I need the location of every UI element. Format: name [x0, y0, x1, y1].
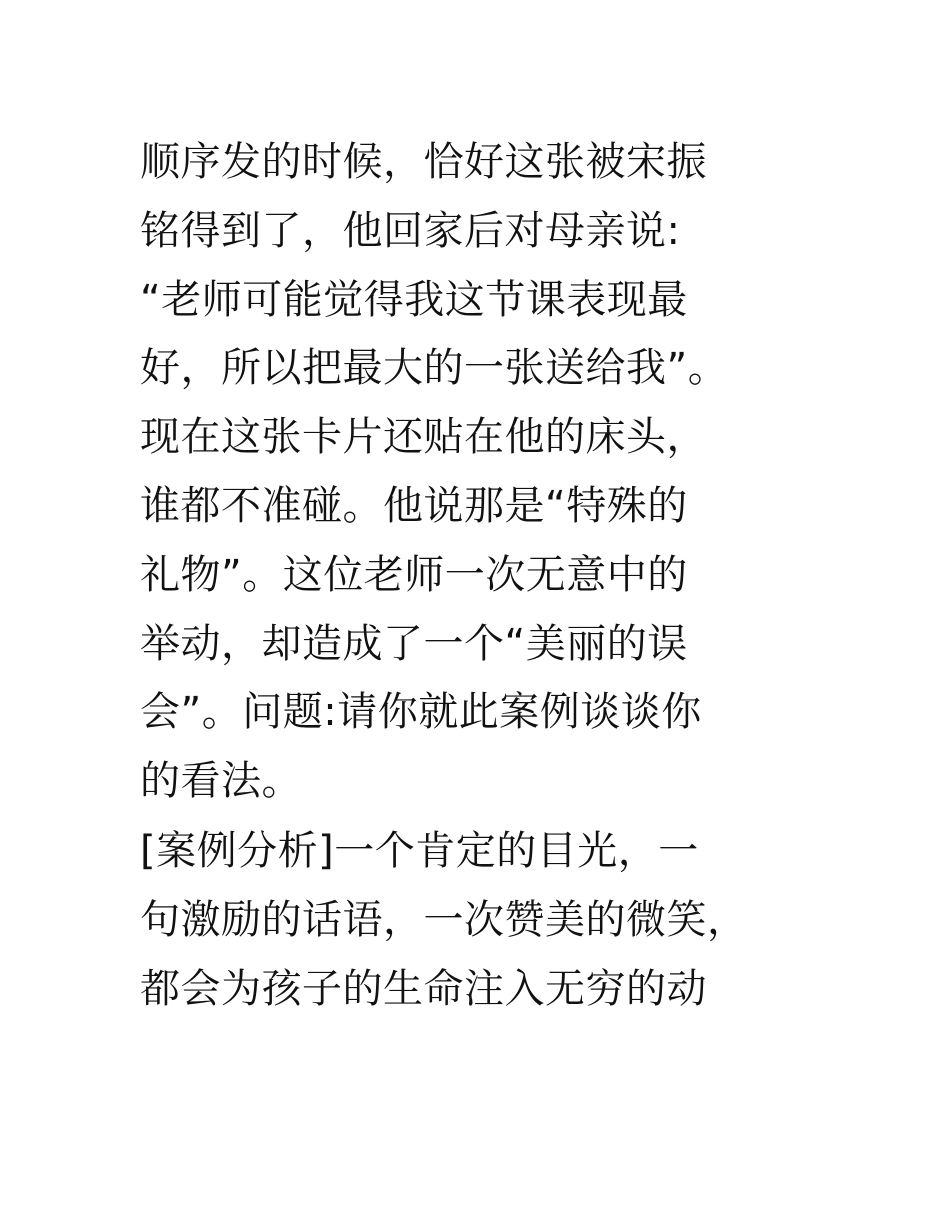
- text-line: “老师可能觉得我这节课表现最: [140, 276, 688, 323]
- text-line: 的看法。: [140, 758, 302, 805]
- text-line: 礼物”。这位老师一次无意中的: [140, 551, 688, 598]
- text-line: 会”。问题:请你就此案例谈谈你: [140, 689, 702, 736]
- text-line: 铭得到了，他回家后对母亲说:: [140, 207, 681, 254]
- text-line: 举动，却造成了一个“美丽的误: [140, 620, 688, 667]
- case-analysis-paragraph: [140, 817, 820, 1023]
- text-line: [案例分析]一个肯定的目光，一: [140, 828, 699, 874]
- text-line: 都会为孩子的生命注入无穷的动: [140, 965, 707, 1012]
- text-line: 顺序发的时候，恰好这张被宋振: [140, 139, 707, 185]
- text-line: 现在这张卡片还贴在他的床头，: [140, 414, 707, 461]
- text-line: 句激励的话语，一次赞美的微笑，: [140, 896, 748, 943]
- text-line: 好，所以把最大的一张送给我”。: [140, 345, 729, 392]
- text-line: 谁都不准碰。他说那是“特殊的: [140, 482, 688, 529]
- case-description-paragraph: [140, 128, 820, 816]
